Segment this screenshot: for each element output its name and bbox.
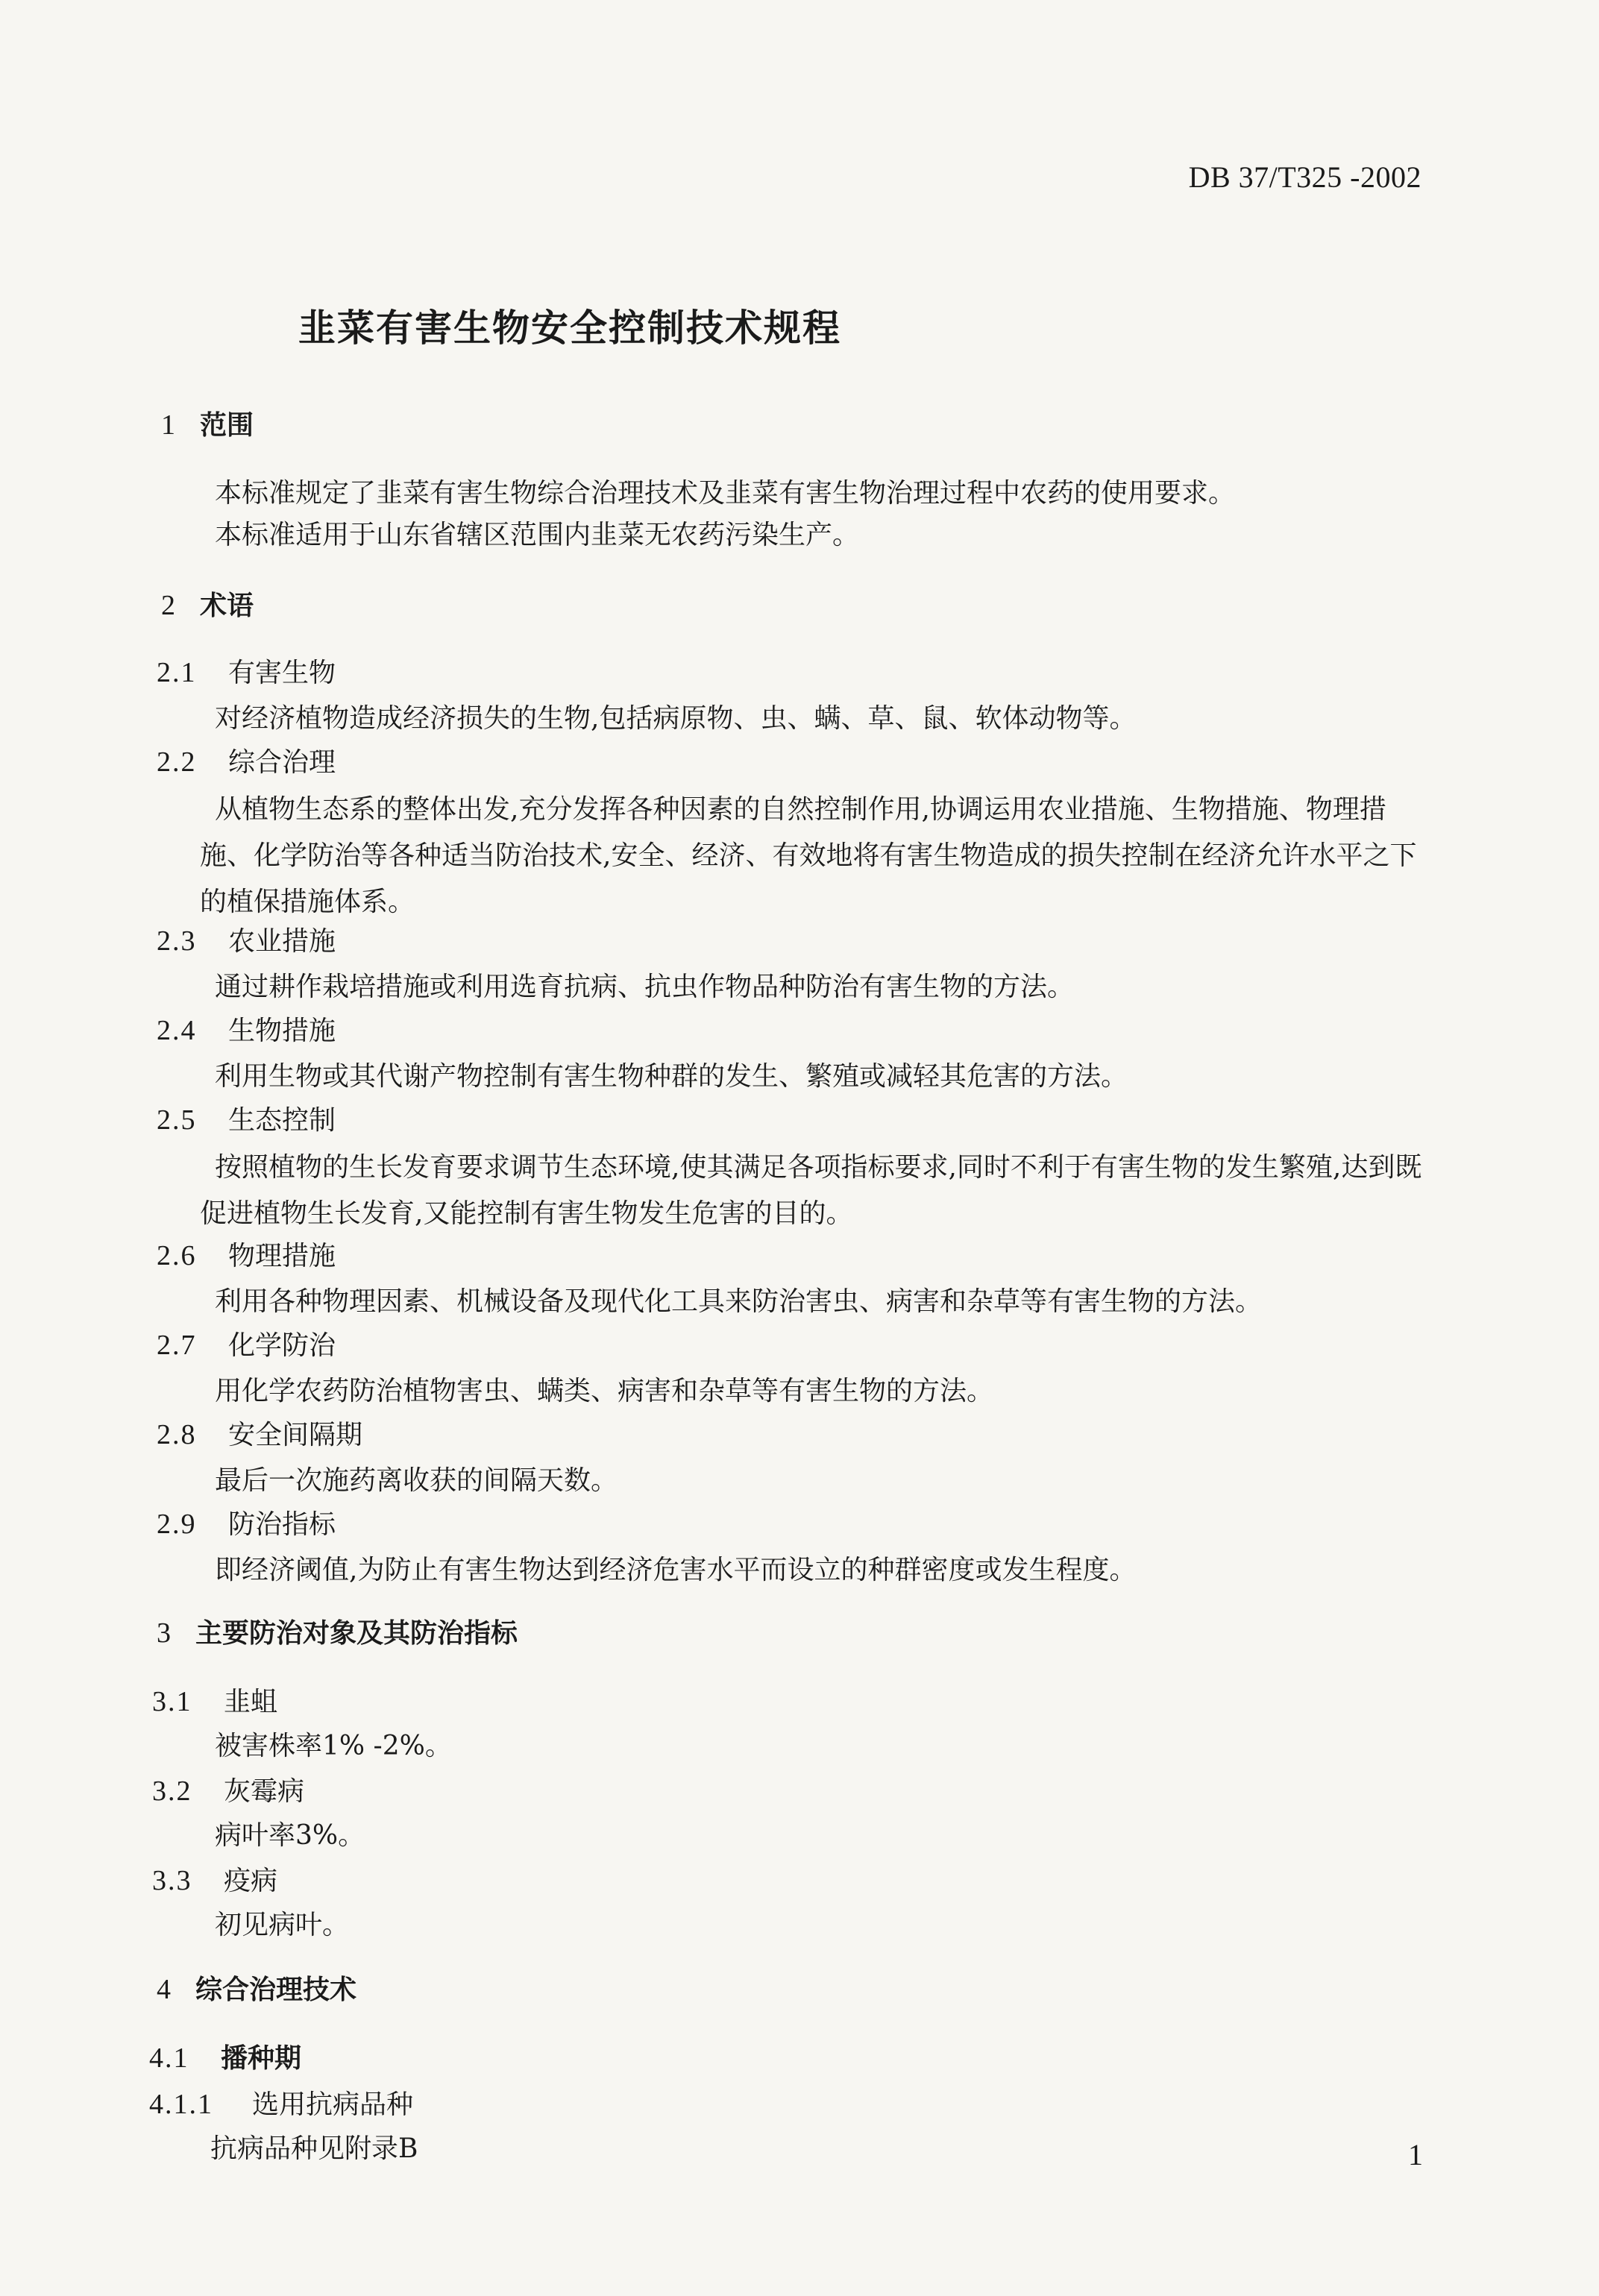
term-2-2-heading bbox=[157, 746, 336, 779]
term-definition: 按照植物的生长发育要求调节生态环境,使其满足各项指标要求,同时不利于有害生物的发生繁殖,达到既促进植物生长发育,又能控制有害生物发生危害的目的。 bbox=[200, 1152, 1422, 1229]
term-title: 有害生物 bbox=[228, 658, 336, 688]
section-number: 3 bbox=[157, 1617, 171, 1649]
document-title: 韭菜有害生物安全控制技术规程 bbox=[298, 306, 841, 350]
term-definition: 利用各种物理因素、机械设备及现代化工具来防治害虫、病害和杂草等有害生物的方法。 bbox=[215, 1286, 1263, 1317]
term-2-7-heading bbox=[157, 1329, 336, 1362]
term-number: 2.8 bbox=[157, 1419, 197, 1450]
item-4-1-heading bbox=[149, 2042, 301, 2075]
section-title: 术语 bbox=[200, 591, 254, 621]
term-definition: 利用生物或其代谢产物控制有害生物种群的发生、繁殖或减轻其危害的方法。 bbox=[215, 1061, 1128, 1092]
term-definition: 最后一次施药离收获的间隔天数。 bbox=[215, 1465, 618, 1496]
item-3-3-heading bbox=[152, 1864, 277, 1898]
term-number: 2.5 bbox=[157, 1104, 197, 1136]
term-title: 生物措施 bbox=[228, 1016, 336, 1046]
item-title: 选用抗病品种 bbox=[252, 2089, 414, 2120]
paragraph: 本标准规定了韭菜有害生物综合治理技术及韭菜有害生物治理过程中农药的使用要求。 bbox=[215, 478, 1236, 509]
item-3-2-heading bbox=[152, 1775, 304, 1808]
standard-code: DB 37/T325 -2002 bbox=[1188, 160, 1421, 194]
term-definition: 对经济植物造成经济损失的生物,包括病原物、虫、螨、草、鼠、软体动物等。 bbox=[215, 703, 1137, 734]
item-text: 病叶率3%。 bbox=[215, 1820, 365, 1851]
term-definition: 用化学农药防治植物害虫、螨类、病害和杂草等有害生物的方法。 bbox=[215, 1376, 994, 1406]
term-number: 2.3 bbox=[157, 925, 197, 957]
section-1-heading bbox=[161, 409, 254, 442]
item-title: 疫病 bbox=[224, 1866, 278, 1896]
term-title: 物理措施 bbox=[228, 1241, 336, 1271]
item-number: 3.1 bbox=[152, 1686, 192, 1717]
term-2-1-heading bbox=[157, 656, 336, 690]
item-title: 灰霉病 bbox=[224, 1776, 305, 1807]
item-text: 抗病品种见附录B bbox=[210, 2133, 418, 2164]
term-number: 2.2 bbox=[157, 746, 197, 778]
term-title: 综合治理 bbox=[228, 747, 336, 778]
item-text: 被害株率1% -2%。 bbox=[215, 1731, 452, 1761]
page-number: 1 bbox=[1408, 2138, 1423, 2171]
item-number: 3.2 bbox=[152, 1776, 192, 1807]
item-title: 韭蛆 bbox=[224, 1687, 278, 1717]
section-title: 主要防治对象及其防治指标 bbox=[195, 1618, 518, 1649]
term-title: 化学防治 bbox=[228, 1330, 336, 1361]
term-number: 2.4 bbox=[157, 1015, 197, 1046]
section-number: 1 bbox=[161, 409, 175, 441]
term-title: 农业措施 bbox=[228, 926, 336, 957]
item-3-1-heading bbox=[152, 1685, 277, 1719]
term-number: 2.9 bbox=[157, 1509, 197, 1540]
section-number: 4 bbox=[157, 1974, 171, 2005]
paragraph: 本标准适用于山东省辖区范围内韭菜无农药污染生产。 bbox=[215, 520, 860, 550]
term-2-6-heading bbox=[157, 1239, 336, 1273]
term-definition: 从植物生态系的整体出发,充分发挥各种因素的自然控制作用,协调运用农业措施、生物措施、物理措施、化学防治等各种适当防治技术,安全、经济、有效地将有害生物造成的损失控制在经济允许水平之下的植保措施体系。 bbox=[200, 794, 1417, 917]
section-2-heading bbox=[161, 589, 254, 623]
term-number: 2.1 bbox=[157, 657, 197, 688]
term-2-3-heading bbox=[157, 925, 336, 958]
term-2-9-heading bbox=[157, 1508, 336, 1541]
item-number: 4.1 bbox=[149, 2042, 189, 2074]
section-number: 2 bbox=[161, 590, 175, 621]
section-title: 范围 bbox=[200, 410, 254, 441]
term-title: 生态控制 bbox=[228, 1105, 336, 1136]
term-2-4-heading bbox=[157, 1014, 336, 1048]
item-number: 4.1.1 bbox=[149, 2089, 213, 2120]
section-title: 综合治理技术 bbox=[195, 1975, 357, 2005]
item-4-1-1-heading bbox=[149, 2088, 413, 2122]
item-title: 播种期 bbox=[221, 2043, 302, 2074]
term-title: 防治指标 bbox=[228, 1509, 336, 1540]
section-4-heading bbox=[157, 1973, 356, 2007]
term-2-5-heading bbox=[157, 1104, 336, 1137]
term-number: 2.6 bbox=[157, 1240, 197, 1271]
term-2-8-heading bbox=[157, 1418, 362, 1452]
term-number: 2.7 bbox=[157, 1330, 197, 1361]
term-definition: 通过耕作栽培措施或利用选育抗病、抗虫作物品种防治有害生物的方法。 bbox=[215, 972, 1075, 1002]
item-text: 初见病叶。 bbox=[215, 1910, 350, 1940]
term-title: 安全间隔期 bbox=[228, 1420, 363, 1450]
term-definition: 即经济阈值,为防止有害生物达到经济危害水平而设立的种群密度或发生程度。 bbox=[215, 1555, 1137, 1585]
item-number: 3.3 bbox=[152, 1865, 192, 1896]
section-3-heading bbox=[157, 1617, 518, 1650]
